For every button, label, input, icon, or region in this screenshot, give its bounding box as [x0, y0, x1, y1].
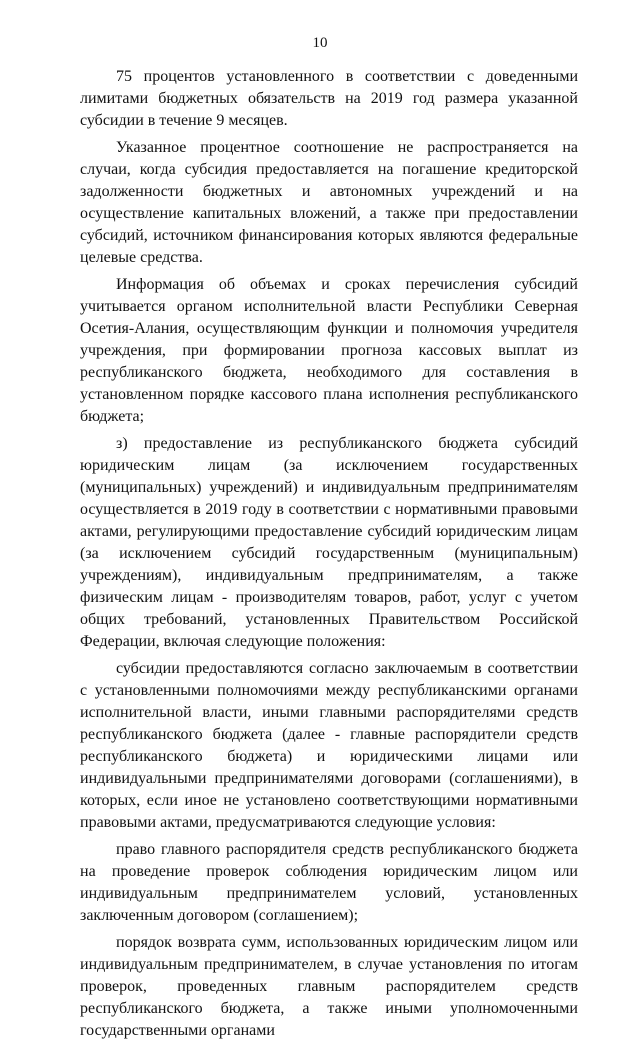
paragraph-1: 75 процентов установленного в соответствии с доведенными лимитами бюджетных обязательств на 2019 год размера указанной субсидии в течение 9 месяцев.: [80, 68, 578, 129]
body-text: [80, 66, 578, 1042]
paragraph-7: порядок возврата сумм, использованных юридическим лицом или индивидуальным предпринимателем, в случае установления по итогам проверок, проведенных главным распорядителем средств республиканского бюджета, а также иными уполномоченными государственными органами: [80, 934, 578, 1039]
paragraph-4: з) предоставление из республиканского бюджета субсидий юридическим лицам (за исключением государственных (муниципальных) учреждений) и индивидуальным предпринимателям осуществляется в 2019 году в соответствии с нормативными правовыми актами, регулирующими предоставление субсидий юридическим лицам (за исключением субсидий государственным (муниципальным) учреждениям), индивидуальным предпринимателям, а также физическим лицам - производителям товаров, работ, услуг с учетом общих требований, установленных Правительством Российской Федерации, включая следующие положения:: [80, 435, 578, 650]
paragraph-2: Указанное процентное соотношение не распространяется на случаи, когда субсидия предоставляется на погашение кредиторской задолженности бюджетных и автономных учреждений и на осуществление капитальных вложений, а также при предоставлении субсидий, источником финансирования которых являются федеральные целевые средства.: [80, 139, 578, 266]
paragraph-6: право главного распорядителя средств республиканского бюджета на проведение проверок соблюдения юридическим лицом или индивидуальным предпринимателем условий, установленных заключенным договором (соглашением);: [80, 841, 578, 924]
paragraph-5: субсидии предоставляются согласно заключаемым в соответствии с установленными полномочиями между республиканскими органами исполнительной власти, иными главными распорядителями средств республиканского бюджета (далее - главные распорядители средств республиканского бюджета) и юридическими лицами или индивидуальными предпринимателями договорами (соглашениями), в которых, если иное не установлено соответствующими нормативными правовыми актами, предусматриваются следующие условия:: [80, 660, 578, 831]
paragraph-3: Информация об объемах и сроках перечисления субсидий учитывается органом исполнительной власти Республики Северная Осетия-Алания, осуществляющим функции и полномочия учредителя учреждения, при формировании прогноза кассовых выплат из республиканского бюджета, необходимого для составления в установленном порядке кассового плана исполнения республиканского бюджета;: [80, 276, 578, 425]
page-number: 10: [312, 35, 328, 51]
